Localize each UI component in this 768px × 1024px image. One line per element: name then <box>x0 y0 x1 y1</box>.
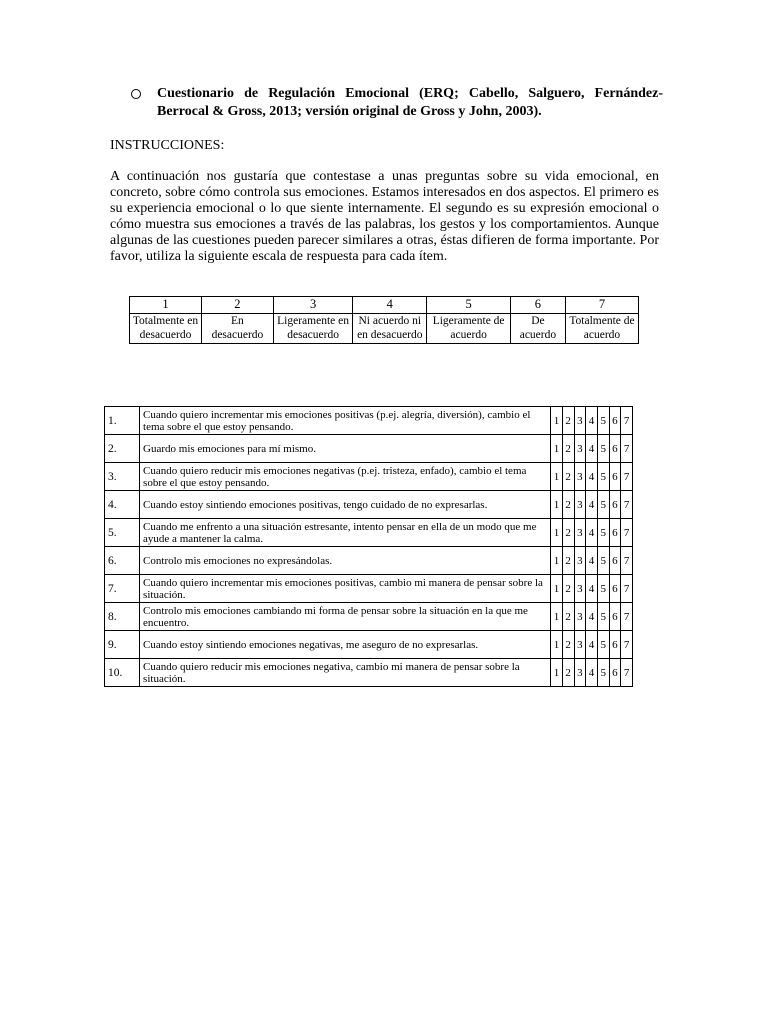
item-number: 1. <box>105 407 140 435</box>
response-option[interactable]: 3 <box>574 659 586 687</box>
response-option[interactable]: 7 <box>621 575 633 603</box>
response-option[interactable]: 1 <box>551 435 563 463</box>
item-number: 6. <box>105 547 140 575</box>
response-option[interactable]: 2 <box>562 631 574 659</box>
item-question: Cuando estoy sintiendo emociones negativas, me aseguro de no expresarlas. <box>140 631 551 659</box>
table-row <box>105 547 633 575</box>
table-row <box>105 519 633 547</box>
table-row <box>105 435 633 463</box>
table-row <box>105 603 633 631</box>
response-option[interactable]: 4 <box>586 463 598 491</box>
scale-values-row <box>130 297 639 314</box>
response-option[interactable]: 3 <box>574 547 586 575</box>
response-option[interactable]: 3 <box>574 491 586 519</box>
item-number: 4. <box>105 491 140 519</box>
response-option[interactable]: 1 <box>551 519 563 547</box>
table-row <box>105 407 633 435</box>
item-question: Cuando quiero reducir mis emociones negativa, cambio mi manera de pensar sobre la situación. <box>140 659 551 687</box>
scale-value: 6 <box>510 297 565 314</box>
response-option[interactable]: 2 <box>562 435 574 463</box>
response-option[interactable]: 4 <box>586 603 598 631</box>
response-option[interactable]: 7 <box>621 491 633 519</box>
scale-label: Ligeramente de acuerdo <box>427 314 511 344</box>
scale-label: Ni acuerdo ni en desacuerdo <box>353 314 427 344</box>
instructions-paragraph: A continuación nos gustaría que contestase a unas preguntas sobre su vida emocional, en concreto, sobre cómo controla sus emociones. Estamos interesados en dos aspectos. El primero es su experiencia emocional o lo que siente internamente. El segundo es su expresión emocional o cómo muestra sus emociones a través de las palabras, los gestos y los comportamientos. Aunque algunas de las cuestiones pueden parecer similares a otras, éstas difieren de forma importante. Por favor, utiliza la siguiente escala de respuesta para cada ítem. <box>110 169 659 264</box>
item-question: Controlo mis emociones cambiando mi forma de pensar sobre la situación en la que me encuentro. <box>140 603 551 631</box>
response-option[interactable]: 3 <box>574 603 586 631</box>
response-option[interactable]: 1 <box>551 491 563 519</box>
response-option[interactable]: 4 <box>586 519 598 547</box>
response-option[interactable]: 4 <box>586 631 598 659</box>
scale-value: 7 <box>565 297 638 314</box>
response-option[interactable]: 1 <box>551 659 563 687</box>
item-question: Controlo mis emociones no expresándolas. <box>140 547 551 575</box>
response-option[interactable]: 4 <box>586 491 598 519</box>
scale-value: 3 <box>273 297 352 314</box>
response-option[interactable]: 7 <box>621 519 633 547</box>
response-option[interactable]: 7 <box>621 407 633 435</box>
response-option[interactable]: 6 <box>609 659 621 687</box>
response-option[interactable]: 3 <box>574 519 586 547</box>
bullet-circle-icon <box>131 89 141 99</box>
item-question: Cuando quiero reducir mis emociones negativas (p.ej. tristeza, enfado), cambio el tema sobre el que estoy pensando. <box>140 463 551 491</box>
response-option[interactable]: 2 <box>562 407 574 435</box>
response-option[interactable]: 2 <box>562 575 574 603</box>
items-table-body <box>105 407 633 687</box>
response-option[interactable]: 6 <box>609 491 621 519</box>
response-option[interactable]: 3 <box>574 435 586 463</box>
response-option[interactable]: 5 <box>597 491 609 519</box>
response-option[interactable]: 2 <box>562 547 574 575</box>
response-option[interactable]: 6 <box>609 547 621 575</box>
item-number: 8. <box>105 603 140 631</box>
questionnaire-title <box>133 85 663 121</box>
response-option[interactable]: 6 <box>609 575 621 603</box>
response-option[interactable]: 6 <box>609 519 621 547</box>
response-option[interactable]: 6 <box>609 631 621 659</box>
response-option[interactable]: 2 <box>562 519 574 547</box>
response-option[interactable]: 2 <box>562 463 574 491</box>
scale-labels-row <box>130 314 639 344</box>
item-number: 9. <box>105 631 140 659</box>
response-option[interactable]: 1 <box>551 631 563 659</box>
scale-label: Ligeramente en desacuerdo <box>273 314 352 344</box>
response-option[interactable]: 7 <box>621 603 633 631</box>
scale-value: 4 <box>353 297 427 314</box>
response-option[interactable]: 3 <box>574 575 586 603</box>
response-option[interactable]: 6 <box>609 407 621 435</box>
item-question: Guardo mis emociones para mí mismo. <box>140 435 551 463</box>
item-number: 2. <box>105 435 140 463</box>
scale-value: 5 <box>427 297 511 314</box>
response-option[interactable]: 1 <box>551 575 563 603</box>
response-option[interactable]: 5 <box>597 407 609 435</box>
response-option[interactable]: 1 <box>551 547 563 575</box>
table-row <box>105 659 633 687</box>
response-option[interactable]: 4 <box>586 407 598 435</box>
item-number: 3. <box>105 463 140 491</box>
response-option[interactable]: 2 <box>562 603 574 631</box>
item-question: Cuando me enfrento a una situación estresante, intento pensar en ella de un modo que me ayude a mantener la calma. <box>140 519 551 547</box>
response-option[interactable]: 3 <box>574 407 586 435</box>
response-option[interactable]: 7 <box>621 659 633 687</box>
table-row <box>105 575 633 603</box>
scale-label: De acuerdo <box>510 314 565 344</box>
response-option[interactable]: 3 <box>574 631 586 659</box>
response-option[interactable]: 6 <box>609 603 621 631</box>
response-option[interactable]: 2 <box>562 659 574 687</box>
scale-label: En desacuerdo <box>201 314 273 344</box>
response-option[interactable]: 4 <box>586 575 598 603</box>
scale-label: Totalmente en desacuerdo <box>130 314 202 344</box>
response-option[interactable]: 5 <box>597 631 609 659</box>
table-row <box>105 491 633 519</box>
instructions-label: INSTRUCCIONES: <box>110 138 225 153</box>
table-row <box>105 463 633 491</box>
response-option[interactable]: 3 <box>574 463 586 491</box>
response-option[interactable]: 5 <box>597 547 609 575</box>
item-number: 10. <box>105 659 140 687</box>
response-option[interactable]: 7 <box>621 435 633 463</box>
response-option[interactable]: 5 <box>597 603 609 631</box>
response-option[interactable]: 7 <box>621 547 633 575</box>
response-option[interactable]: 1 <box>551 407 563 435</box>
title-text: Cuestionario de Regulación Emocional (ERQ; Cabello, Salguero, Fernández-Berrocal & Gross, 2013; versión original de Gross y John, 2003). <box>157 86 663 119</box>
response-option[interactable]: 5 <box>597 463 609 491</box>
response-option[interactable]: 1 <box>551 603 563 631</box>
items-table <box>104 406 633 687</box>
response-option[interactable]: 2 <box>562 491 574 519</box>
response-option[interactable]: 5 <box>597 575 609 603</box>
item-number: 5. <box>105 519 140 547</box>
response-option[interactable]: 6 <box>609 435 621 463</box>
table-row <box>105 631 633 659</box>
item-question: Cuando estoy sintiendo emociones positivas, tengo cuidado de no expresarlas. <box>140 491 551 519</box>
response-option[interactable]: 5 <box>597 435 609 463</box>
item-number: 7. <box>105 575 140 603</box>
item-question: Cuando quiero incrementar mis emociones positivas, cambio mi manera de pensar sobre la situación. <box>140 575 551 603</box>
response-option[interactable]: 7 <box>621 631 633 659</box>
response-option[interactable]: 4 <box>586 435 598 463</box>
scale-label: Totalmente de acuerdo <box>565 314 638 344</box>
item-question: Cuando quiero incrementar mis emociones positivas (p.ej. alegría, diversión), cambio el tema sobre el que estoy pensando. <box>140 407 551 435</box>
response-option[interactable]: 4 <box>586 547 598 575</box>
response-option[interactable]: 1 <box>551 463 563 491</box>
scale-value: 1 <box>130 297 202 314</box>
response-option[interactable]: 5 <box>597 659 609 687</box>
response-option[interactable]: 4 <box>586 659 598 687</box>
scale-value: 2 <box>201 297 273 314</box>
response-option[interactable]: 6 <box>609 463 621 491</box>
response-scale-table <box>129 296 639 344</box>
response-option[interactable]: 7 <box>621 463 633 491</box>
response-option[interactable]: 5 <box>597 519 609 547</box>
